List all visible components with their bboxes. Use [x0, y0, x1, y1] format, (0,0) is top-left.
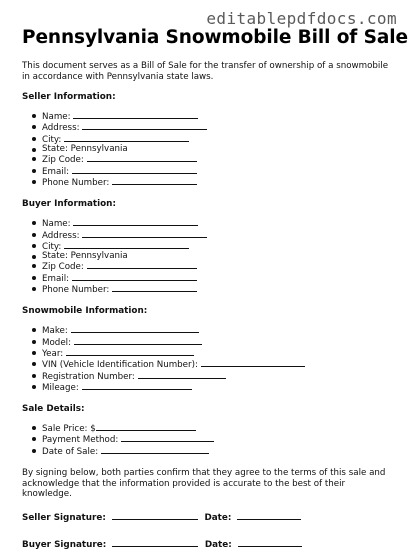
buyer-fields — [22, 218, 394, 295]
sale-payment-blank[interactable] — [121, 434, 214, 442]
buyer-state-label: State: Pennsylvania — [42, 251, 128, 262]
seller-phone-field[interactable] — [42, 177, 394, 188]
buyer-name-label: Name: — [42, 219, 71, 230]
buyer-name-field[interactable] — [42, 218, 394, 229]
sale-payment-field[interactable] — [42, 434, 394, 445]
seller-name-blank[interactable] — [73, 111, 198, 119]
snowmobile-make-field[interactable] — [42, 325, 394, 336]
seller-signature-label: Seller Signature: — [22, 512, 106, 523]
buyer-zip-field[interactable] — [42, 261, 394, 272]
seller-address-field[interactable] — [42, 122, 394, 133]
buyer-phone-field[interactable] — [42, 284, 394, 295]
seller-zip-field[interactable] — [42, 154, 394, 165]
buyer-signature-label: Buyer Signature: — [22, 539, 107, 550]
sale-section-heading: Sale Details: — [22, 404, 85, 415]
buyer-email-label: Email: — [42, 273, 70, 284]
seller-city-label: City: — [42, 134, 62, 145]
buyer-zip-label: Zip Code: — [42, 262, 84, 273]
seller-date-blank[interactable] — [237, 512, 301, 520]
buyer-signature-line — [22, 539, 394, 550]
snowmobile-section-heading: Snowmobile Information: — [22, 306, 148, 317]
snowmobile-fields — [22, 325, 394, 393]
sale-payment-label: Payment Method: — [42, 435, 119, 446]
buyer-city-label: City: — [42, 241, 62, 252]
buyer-phone-label: Phone Number: — [42, 285, 110, 296]
sale-date-field[interactable] — [42, 446, 394, 457]
snowmobile-model-field[interactable] — [42, 337, 394, 348]
site-watermark: editablepdfdocs.com — [206, 9, 397, 28]
sale-fields — [22, 423, 394, 457]
snowmobile-registration-blank[interactable] — [138, 371, 226, 379]
seller-phone-label: Phone Number: — [42, 177, 110, 188]
sale-date-blank[interactable] — [101, 446, 209, 454]
sale-price-field[interactable] — [42, 423, 394, 434]
sale-date-label: Date of Sale: — [42, 446, 99, 457]
buyer-zip-blank[interactable] — [87, 261, 197, 269]
buyer-email-field[interactable] — [42, 273, 394, 284]
snowmobile-registration-field[interactable] — [42, 371, 394, 382]
buyer-address-blank[interactable] — [82, 230, 207, 238]
snowmobile-vin-blank[interactable] — [201, 359, 305, 367]
buyer-email-blank[interactable] — [72, 273, 197, 281]
snowmobile-year-blank[interactable] — [66, 348, 194, 356]
buyer-address-label: Address: — [42, 230, 80, 241]
seller-section-heading: Seller Information: — [22, 92, 116, 103]
buyer-signature-blank[interactable] — [112, 539, 198, 547]
document-title: Pennsylvania Snowmobile Bill of Sale — [22, 27, 408, 48]
snowmobile-registration-label: Registration Number: — [42, 371, 135, 382]
buyer-address-field[interactable] — [42, 230, 394, 241]
seller-state-field — [42, 145, 394, 154]
buyer-date-label: Date: — [204, 539, 232, 550]
buyer-name-blank[interactable] — [73, 218, 198, 226]
seller-email-label: Email: — [42, 166, 70, 177]
buyer-phone-blank[interactable] — [112, 284, 197, 292]
snowmobile-vin-label: VIN (Vehicle Identification Number): — [42, 360, 198, 371]
snowmobile-mileage-label: Mileage: — [42, 382, 79, 393]
seller-email-blank[interactable] — [72, 166, 197, 174]
snowmobile-model-blank[interactable] — [74, 337, 202, 345]
seller-address-blank[interactable] — [82, 122, 207, 130]
snowmobile-vin-field[interactable] — [42, 359, 394, 370]
buyer-state-field — [42, 252, 394, 261]
snowmobile-make-label: Make: — [42, 326, 68, 337]
seller-zip-blank[interactable] — [87, 154, 197, 162]
seller-date-label: Date: — [204, 512, 232, 523]
bill-of-sale-document — [22, 27, 408, 550]
seller-zip-label: Zip Code: — [42, 155, 84, 166]
seller-state-label: State: Pennsylvania — [42, 144, 128, 155]
seller-city-blank[interactable] — [64, 134, 189, 142]
buyer-date-blank[interactable] — [238, 539, 302, 547]
sale-price-label: Sale Price: $ — [42, 424, 96, 435]
closing-paragraph: By signing below, both parties confirm that they agree to the terms of this sale and acknowledge that the information provided is accurate to the best of their knowledge. — [22, 468, 386, 500]
sale-price-blank[interactable] — [96, 423, 196, 431]
snowmobile-mileage-blank[interactable] — [82, 382, 192, 390]
seller-signature-line — [22, 512, 394, 523]
buyer-section-heading: Buyer Information: — [22, 199, 116, 210]
seller-name-field[interactable] — [42, 111, 394, 122]
snowmobile-model-label: Model: — [42, 337, 72, 348]
seller-address-label: Address: — [42, 123, 80, 134]
snowmobile-year-label: Year: — [42, 348, 64, 359]
seller-signature-blank[interactable] — [112, 512, 198, 520]
seller-fields — [22, 111, 394, 188]
seller-name-label: Name: — [42, 112, 71, 123]
snowmobile-year-field[interactable] — [42, 348, 394, 359]
intro-paragraph: This document serves as a Bill of Sale for the transfer of ownership of a snowmobile in accordance with Pennsylvania state laws. — [22, 61, 389, 82]
snowmobile-mileage-field[interactable] — [42, 382, 394, 393]
seller-email-field[interactable] — [42, 166, 394, 177]
seller-phone-blank[interactable] — [112, 177, 197, 185]
buyer-city-blank[interactable] — [64, 241, 189, 249]
snowmobile-make-blank[interactable] — [71, 325, 199, 333]
